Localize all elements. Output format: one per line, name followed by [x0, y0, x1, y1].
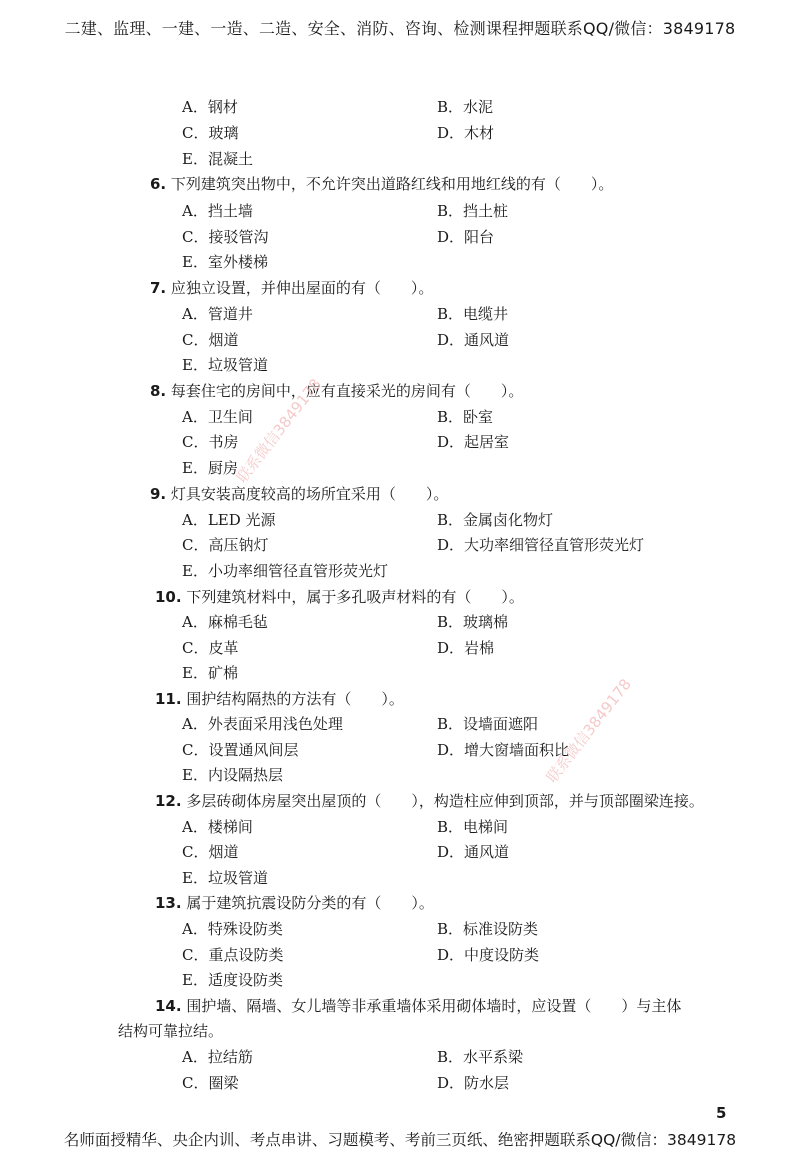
q6-option-b: B．挡土桩 — [437, 202, 509, 220]
q12-option-a: A．楼梯间 — [182, 818, 253, 836]
q11-option-b: B．设墙面遮阳 — [437, 715, 539, 733]
q8-option-d: D．起居室 — [437, 433, 510, 451]
q11-option-c: C．设置通风间层 — [182, 741, 299, 759]
q11-option-d: D．增大窗墙面积比 — [437, 741, 570, 759]
question-9 — [150, 484, 448, 504]
watermark: 联系微信3849178 — [542, 675, 635, 787]
q10-option-d: D．岩棉 — [437, 639, 495, 657]
q13-option-e: E．适度设防类 — [182, 971, 283, 989]
question-number: 13. — [155, 894, 182, 912]
question-10 — [155, 587, 524, 607]
q9-option-c: C．高压钠灯 — [182, 536, 269, 554]
q9-option-e: E．小功率细管径直管形荧光灯 — [182, 562, 388, 580]
q8-option-a: A．卫生间 — [182, 408, 253, 426]
q12-option-b: B．电梯间 — [437, 818, 509, 836]
q8-option-c: C．书房 — [182, 433, 239, 451]
q12-option-c: C．烟道 — [182, 843, 239, 861]
q10-option-a: A．麻棉毛毡 — [182, 613, 268, 631]
question-14 — [155, 996, 681, 1016]
q14-option-b: B．水平系梁 — [437, 1048, 524, 1066]
q9-option-a: A．LED 光源 — [182, 511, 276, 529]
q14-option-c: C．圈梁 — [182, 1074, 239, 1092]
q7-option-d: D．通风道 — [437, 331, 510, 349]
question-6 — [150, 174, 613, 194]
question-text: 下列建筑材料中，属于多孔吸声材料的有（ ）。 — [186, 588, 524, 606]
q10-option-b: B．玻璃棉 — [437, 613, 509, 631]
question-12 — [155, 791, 704, 811]
question-text: 属于建筑抗震设防分类的有（ ）。 — [186, 894, 434, 912]
question-text: 多层砖砌体房屋突出屋顶的（ ），构造柱应伸到顶部，并与顶部圈梁连接。 — [186, 792, 704, 810]
question-14-continuation: 结构可靠拉结。 — [118, 1022, 224, 1040]
watermark: 联系微信3849178 — [232, 375, 325, 487]
q5-option-b: B．水泥 — [437, 98, 494, 116]
question-text: 围护结构隔热的方法有（ ）。 — [186, 690, 404, 708]
q10-option-c: C．皮革 — [182, 639, 239, 657]
question-number: 14. — [155, 997, 182, 1015]
question-number: 8. — [150, 382, 167, 400]
q14-option-d: D．防水层 — [437, 1074, 510, 1092]
q8-option-e: E．厨房 — [182, 459, 238, 477]
q6-option-d: D．阳台 — [437, 228, 495, 246]
question-8 — [150, 381, 523, 401]
q12-option-e: E．垃圾管道 — [182, 869, 268, 887]
q5-option-d: D．木材 — [437, 124, 495, 142]
q13-option-a: A．特殊设防类 — [182, 920, 283, 938]
question-text: 每套住宅的房间中，应有直接采光的房间有（ ）。 — [170, 382, 524, 400]
q11-option-a: A．外表面采用浅色处理 — [182, 715, 343, 733]
question-text: 围护墙、隔墙、女儿墙等非承重墙体采用砌体墙时，应设置（ ）与主体 — [186, 997, 682, 1015]
q11-option-e: E．内设隔热层 — [182, 766, 283, 784]
question-number: 9. — [150, 485, 167, 503]
q6-option-c: C．接驳管沟 — [182, 228, 269, 246]
q13-option-c: C．重点设防类 — [182, 946, 284, 964]
q7-option-b: B．电缆井 — [437, 305, 509, 323]
q12-option-d: D．通风道 — [437, 843, 510, 861]
question-text: 下列建筑突出物中，不允许突出道路红线和用地红线的有（ ）。 — [170, 175, 614, 193]
question-number: 11. — [155, 690, 182, 708]
question-7 — [150, 278, 433, 298]
question-number: 6. — [150, 175, 167, 193]
page-number: 5 — [716, 1104, 727, 1122]
question-text: 应独立设置，并伸出屋面的有（ ）。 — [170, 279, 434, 297]
page-header: 二建、监理、一建、一造、二造、安全、消防、咨询、检测课程押题联系QQ/微信：3849178 — [64, 19, 736, 38]
q14-option-a: A．拉结筋 — [182, 1048, 253, 1066]
q10-option-e: E．矿棉 — [182, 664, 238, 682]
q8-option-b: B．卧室 — [437, 408, 494, 426]
q13-option-b: B．标准设防类 — [437, 920, 539, 938]
question-13 — [155, 893, 434, 913]
q5-option-c: C．玻璃 — [182, 124, 239, 142]
q5-option-e: E．混凝土 — [182, 150, 253, 168]
q6-option-e: E．室外楼梯 — [182, 253, 268, 271]
q7-option-c: C．烟道 — [182, 331, 239, 349]
question-number: 7. — [150, 279, 167, 297]
q13-option-d: D．中度设防类 — [437, 946, 540, 964]
question-number: 10. — [155, 588, 182, 606]
question-text: 灯具安装高度较高的场所宜采用（ ）。 — [170, 485, 449, 503]
question-11 — [155, 689, 404, 709]
q9-option-d: D．大功率细管径直管形荧光灯 — [437, 536, 645, 554]
q9-option-b: B．金属卤化物灯 — [437, 511, 554, 529]
q7-option-a: A．管道井 — [182, 305, 253, 323]
page-footer: 名师面授精华、央企内训、考点串讲、习题模考、考前三页纸、绝密押题联系QQ/微信：3849178 — [63, 1131, 737, 1149]
q7-option-e: E．垃圾管道 — [182, 356, 268, 374]
q6-option-a: A．挡土墙 — [182, 202, 253, 220]
question-number: 12. — [155, 792, 182, 810]
q5-option-a: A．钢材 — [182, 98, 238, 116]
